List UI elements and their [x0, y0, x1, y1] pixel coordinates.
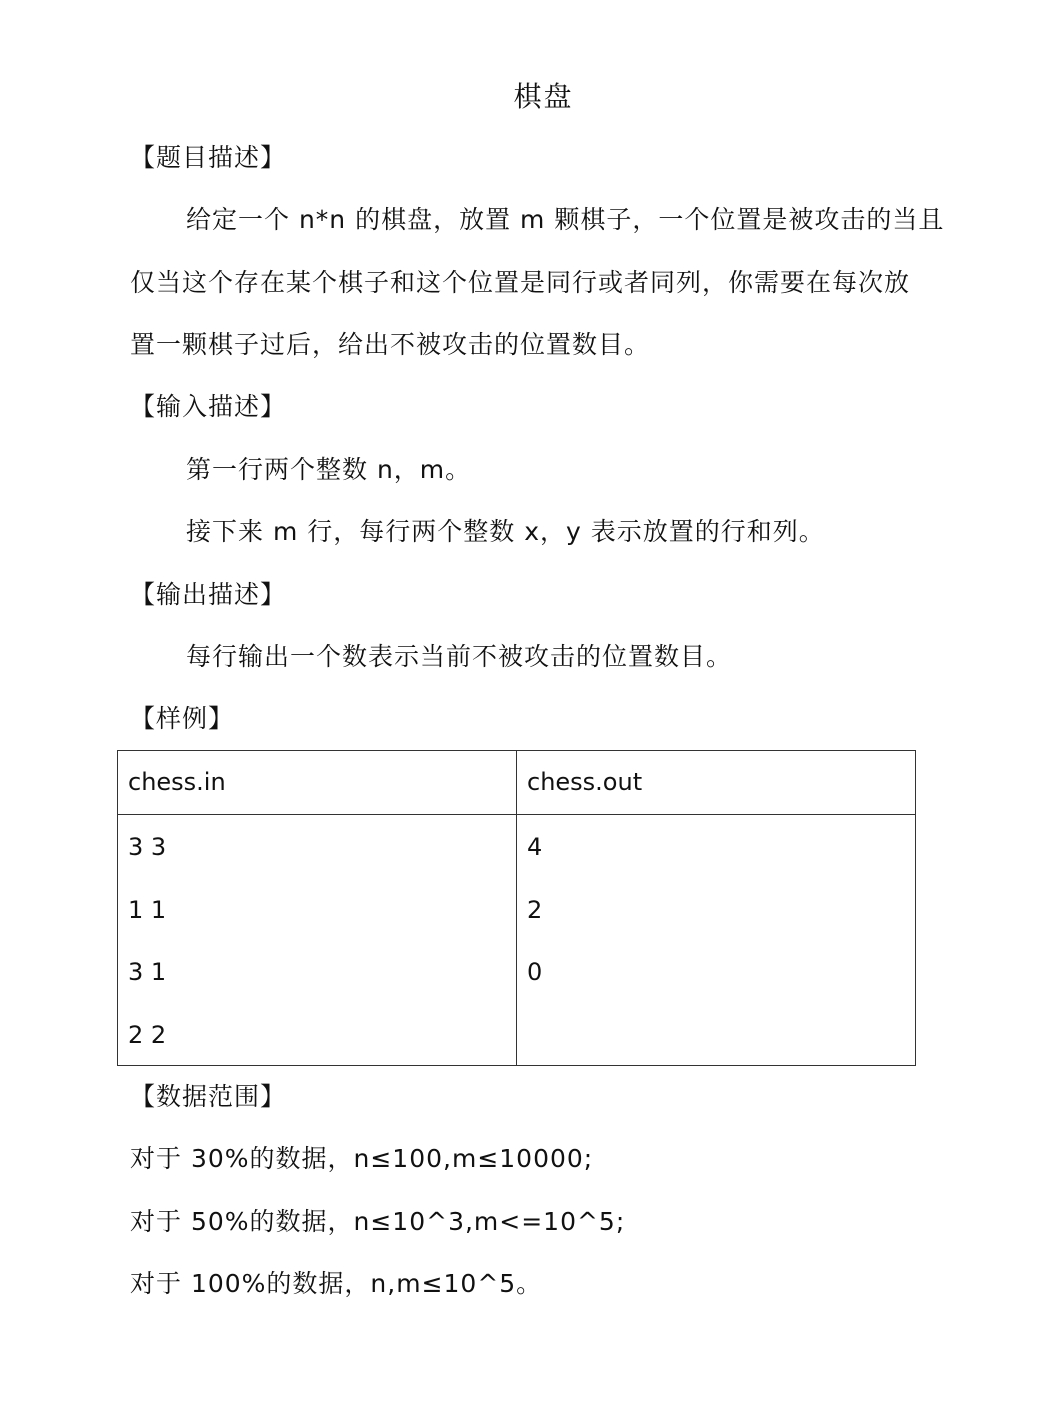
- description-line-1: 给定一个 n*n 的棋盘，放置 m 颗棋子，一个位置是被攻击的当且: [186, 205, 945, 234]
- sample-input-line: 1 1: [128, 895, 167, 924]
- range-line-3: 对于 100%的数据，n,m≤10^5。: [130, 1269, 543, 1298]
- table-header-row: [118, 751, 916, 815]
- output-heading: 【输出描述】: [130, 580, 287, 609]
- header-input-file: chess.in: [118, 751, 517, 815]
- description-line-2: 仅当这个存在某个棋子和这个位置是同行或者同列，你需要在每次放: [130, 268, 911, 297]
- description-line-3: 置一颗棋子过后，给出不被攻击的位置数目。: [130, 330, 651, 359]
- header-output-file: chess.out: [517, 751, 916, 815]
- sample-output-line: 4: [527, 833, 543, 861]
- input-line-2: 接下来 m 行，每行两个整数 x，y 表示放置的行和列。: [186, 517, 825, 546]
- sample-heading: 【样例】: [130, 704, 235, 733]
- table-row: [118, 815, 916, 1066]
- input-line-1: 第一行两个整数 n，m。: [186, 455, 472, 484]
- sample-output-line: 2: [527, 895, 543, 924]
- range-heading: 【数据范围】: [130, 1082, 287, 1111]
- sample-input-cell: [118, 815, 517, 1066]
- range-line-2: 对于 50%的数据，n≤10^3,m<=10^5;: [130, 1207, 626, 1236]
- sample-table: [117, 750, 916, 1066]
- description-heading: 【题目描述】: [130, 143, 287, 172]
- sample-input-line: 2 2: [128, 1020, 167, 1049]
- sample-output-cell: [517, 815, 916, 1066]
- range-line-1: 对于 30%的数据，n≤100,m≤10000;: [130, 1144, 594, 1173]
- page-title: 棋盘: [513, 80, 574, 113]
- sample-output-line: 0: [527, 958, 543, 986]
- output-line-1: 每行输出一个数表示当前不被攻击的位置数目。: [186, 642, 733, 671]
- sample-input-line: 3 1: [128, 958, 167, 986]
- sample-input-line: 3 3: [128, 833, 167, 861]
- input-heading: 【输入描述】: [130, 392, 287, 421]
